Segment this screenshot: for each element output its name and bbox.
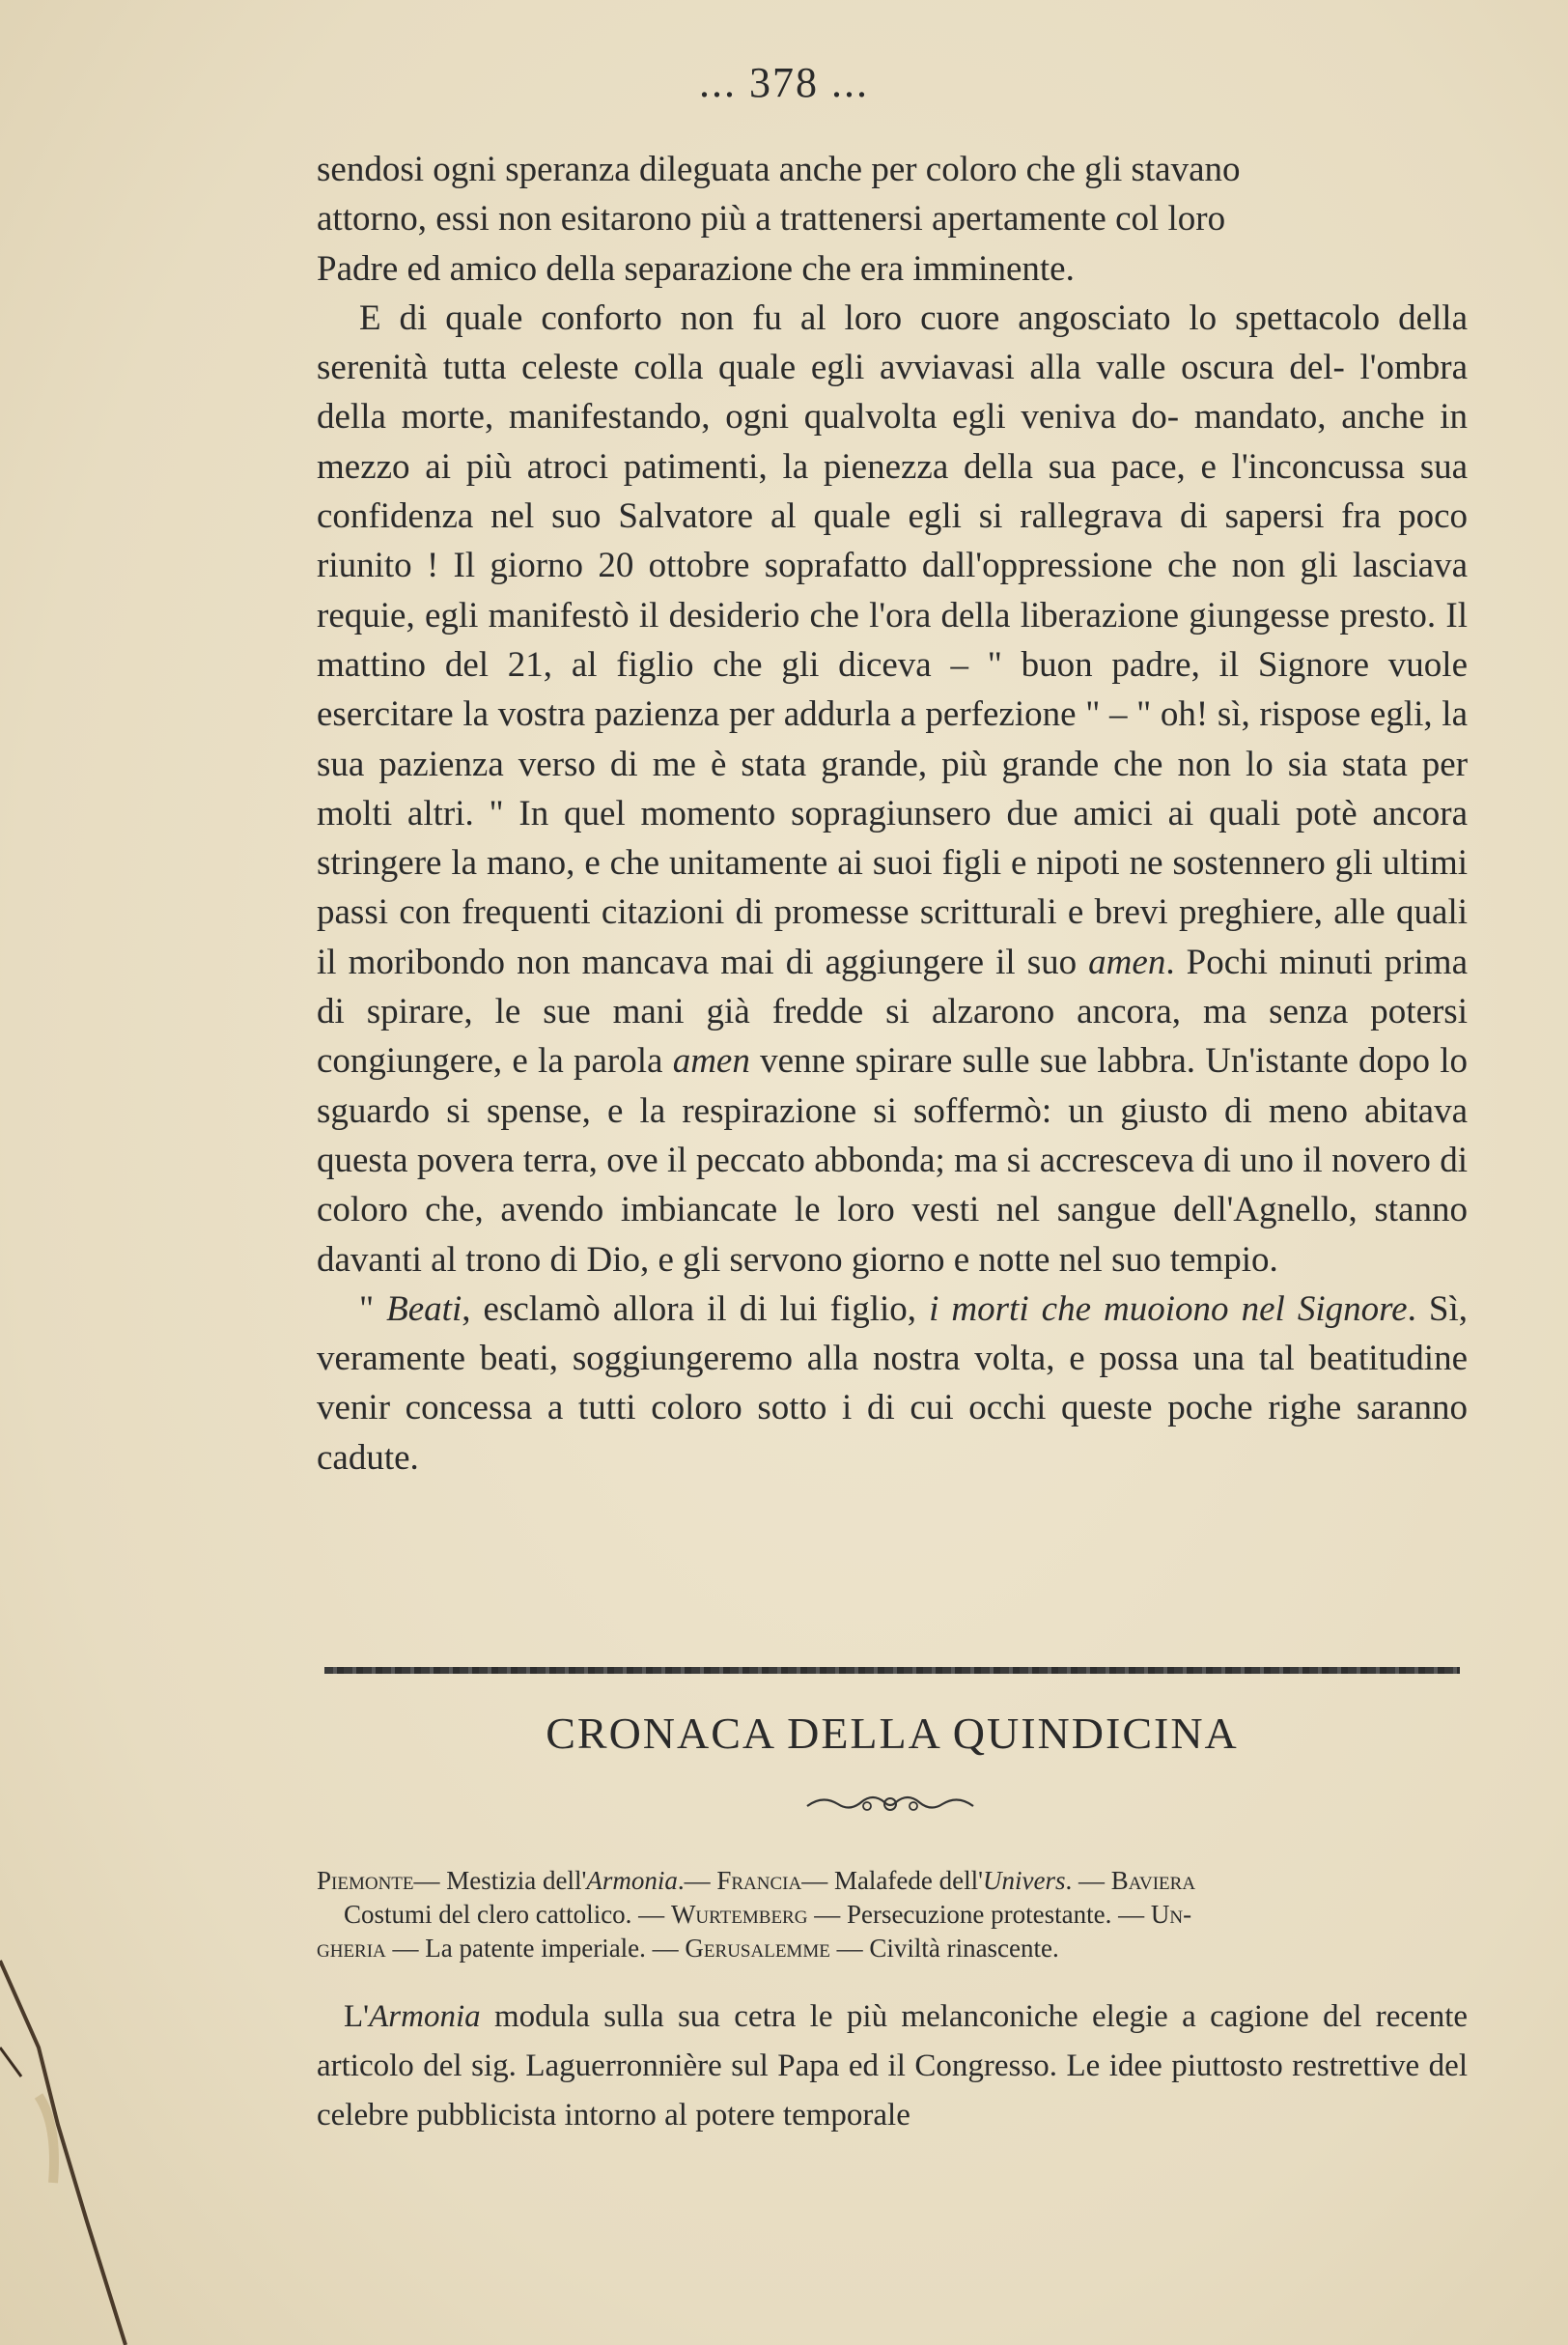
summary-segment: — Mestizia dell' bbox=[413, 1866, 587, 1895]
text-line: abitava questa povera terra, ove il peccato abbonda; ma si accresceva bbox=[317, 1090, 1468, 1180]
text-line: Padre ed amico della separazione che era imminente. bbox=[317, 248, 1075, 289]
summary-text bbox=[317, 1898, 1468, 1932]
text-line: cui occhi queste poche righe saranno cadute. bbox=[317, 1388, 1469, 1478]
text-segment: venne spirare sulle sue labbra. Un'istante dopo lo bbox=[749, 1041, 1468, 1082]
text-line: E di quale conforto non fu al loro cuore angosciato lo spettacolo della bbox=[359, 297, 1468, 338]
text-line: mani già fredde si alzarono ancora, ma senza potersi congiungere, e bbox=[317, 992, 1468, 1082]
summary-segment: . bbox=[1065, 1866, 1073, 1895]
text-line: giorno e notte nel suo tempio. bbox=[851, 1239, 1278, 1280]
summary-segment: — La patente imperiale. — bbox=[385, 1934, 686, 1963]
text-line: di uno il novero di coloro che, avendo imbiancate le loro vesti nel bbox=[317, 1140, 1468, 1230]
text-segment: . Pochi minuti prima di spirare, le sue bbox=[317, 942, 1468, 1032]
text-line: l'ombra della morte, manifestando, ogni qualvolta egli veniva do- bbox=[317, 348, 1469, 438]
chronicle-summary bbox=[317, 1864, 1468, 1965]
text-line: attorno, essi non esitarono più a trattenersi apertamente col loro bbox=[317, 199, 1226, 240]
text-segment: . Sì, veramente beati, soggiungeremo alla nostra volta, e bbox=[317, 1288, 1469, 1379]
italic-phrase: i morti che muoiono nel bbox=[929, 1288, 1285, 1329]
region-label: Wurtemberg bbox=[670, 1900, 808, 1929]
text-segment: L' bbox=[344, 1999, 370, 2034]
italic-word: Signore bbox=[1297, 1288, 1408, 1329]
text-line: pazienza verso di me è stata grande, più grande che non lo sia stata bbox=[378, 744, 1408, 784]
text-line: potè ancora stringere la mano, e che unitamente ai suoi figli e nipoti bbox=[317, 793, 1469, 884]
text-line: vostra pazienza per addurla a perfezione " – " oh! sì, rispose egli, la sua bbox=[317, 694, 1469, 784]
text-line: sangue dell'Agnello, stanno davanti al trono di Dio, e gli servono bbox=[317, 1190, 1468, 1280]
italic-word: Armonia bbox=[369, 1999, 481, 2034]
paragraph-1 bbox=[317, 145, 1468, 294]
region-label: Gerusalemme bbox=[685, 1934, 830, 1963]
text-line: egli si rallegrava di sapersi fra poco riunito ! Il giorno 20 ottobre bbox=[317, 496, 1469, 586]
text-line: sendosi ogni speranza dileguata anche per coloro che gli stavano bbox=[317, 150, 1241, 189]
text-segment: mai di aggiungere il suo bbox=[720, 942, 1089, 982]
text-line: sua pace, e l'inconcussa sua confidenza nel suo Salvatore al quale bbox=[317, 446, 1469, 537]
text-line: mandato, anche in mezzo ai più atroci patimenti, la pienezza della bbox=[317, 397, 1469, 487]
text-line: idee piuttosto restrettive del celebre pubblicista intorno al potere temporale bbox=[317, 2048, 1468, 2133]
text-line: 21, al figlio che gli diceva – " buon padre, il Signore vuole esercitare la bbox=[317, 644, 1468, 735]
region-label: gheria bbox=[317, 1934, 386, 1963]
text-line: ne sostennero gli ultimi passi con frequenti citazioni di promesse bbox=[317, 843, 1469, 933]
section-title: CRONACA DELLA QUINDICINA bbox=[546, 1709, 1239, 1758]
region-label: Piemonte bbox=[317, 1866, 414, 1895]
summary-text bbox=[317, 1932, 1468, 1965]
summary-segment: — Persecuzione protestante. — bbox=[807, 1900, 1151, 1929]
summary-segment: Costumi del clero cattolico. — bbox=[344, 1900, 671, 1929]
italic-word: Univers bbox=[982, 1866, 1066, 1895]
text-line: soprafatto dall'oppressione che non gli lasciava requie, egli manifestò bbox=[317, 546, 1469, 636]
italic-word: amen bbox=[1088, 942, 1166, 982]
ornament-flourish bbox=[803, 1789, 977, 1818]
text-line: il desiderio che l'ora della liberazione giungesse presto. Il mattino del bbox=[317, 595, 1469, 685]
text-line: sguardo si spense, e la respirazione si soffermò: un giusto di meno bbox=[317, 1090, 1349, 1131]
summary-segment: — bbox=[1072, 1866, 1111, 1895]
summary-segment: .— bbox=[677, 1866, 717, 1895]
text-line: possa una tal beatitudine venir concessa a tutti coloro sotto i di bbox=[317, 1339, 1468, 1428]
section-divider bbox=[324, 1667, 1460, 1674]
text-line: per molti altri. " In quel momento sopragiunsero due amici ai quali bbox=[317, 744, 1469, 833]
summary-segment: — Civiltà rinascente. bbox=[829, 1934, 1059, 1963]
italic-word: Armonia bbox=[586, 1866, 678, 1895]
main-text bbox=[317, 145, 1468, 1483]
text-segment: , esclamò allora il di lui figlio, bbox=[462, 1288, 930, 1329]
text-line: del recente articolo del sig. Laguerronnière sul Papa ed il Congresso. Le bbox=[317, 1999, 1469, 2083]
summary-text bbox=[317, 1864, 1468, 1898]
paragraph-2 bbox=[317, 294, 1468, 1285]
region-label: Baviera bbox=[1110, 1866, 1196, 1895]
region-label: Un- bbox=[1150, 1900, 1192, 1929]
text-segment: " bbox=[359, 1288, 387, 1329]
text-segment: la parola bbox=[538, 1041, 673, 1082]
summary-segment: — Malafede dell' bbox=[801, 1866, 983, 1895]
page-edge-stain bbox=[0, 1932, 164, 2345]
chronicle-article bbox=[317, 1992, 1468, 2140]
italic-word: Beati bbox=[386, 1288, 462, 1329]
article-paragraph bbox=[317, 1992, 1468, 2140]
region-label: Francia bbox=[716, 1866, 802, 1895]
paragraph-3 bbox=[317, 1285, 1468, 1483]
italic-word: amen bbox=[672, 1041, 750, 1082]
text-segment: modula sulla sua cetra le più melanconiche elegie a cagione bbox=[480, 1999, 1309, 2034]
text-line: scritturali e brevi preghiere, alle quali il moribondo non mancava bbox=[317, 892, 1468, 982]
page-number: ... 378 ... bbox=[699, 59, 869, 106]
text-line: serenità tutta celeste colla quale egli avviavasi alla valle oscura del- bbox=[317, 348, 1345, 388]
